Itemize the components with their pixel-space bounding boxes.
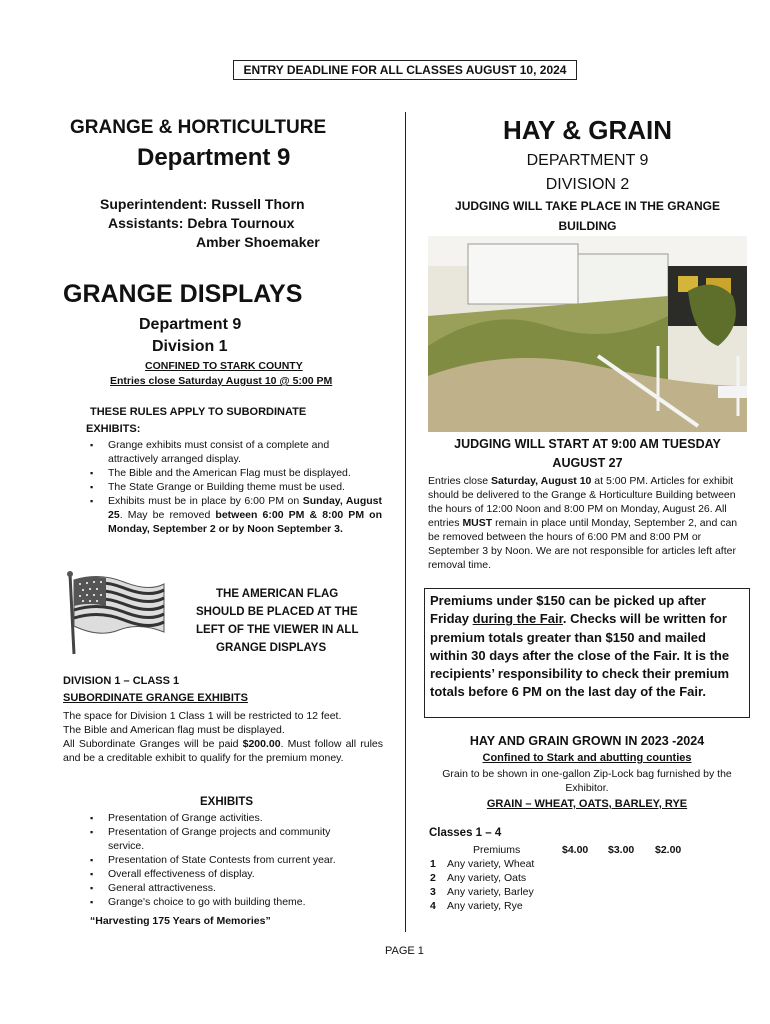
grange-displays-title: GRANGE DISPLAYS (63, 280, 303, 308)
exhibit-item: ▪ Presentation of Grange activities. (86, 811, 368, 825)
exhibits-list (86, 811, 368, 909)
grain-heading: GRAIN – WHEAT, OATS, BARLEY, RYE (486, 798, 688, 810)
rule-item: ▪ The State Grange or Building theme must be used. (86, 480, 382, 494)
american-flag-icon (64, 570, 168, 656)
class-heading: DIVISION 1 – CLASS 1 (63, 675, 180, 687)
judging-start: JUDGING WILL START AT 9:00 AM TUESDAY (454, 437, 721, 451)
exhibits-heading: EXHIBITS (200, 796, 254, 808)
list-item: 4 Any variety, Rye (430, 900, 523, 912)
exhibit-item: ▪ Presentation of Grange projects and community service. (86, 825, 368, 853)
premium-third: $2.00 (655, 844, 682, 856)
list-item: 2 Any variety, Oats (430, 872, 527, 884)
judging-place-2: BUILDING (558, 219, 617, 233)
assistants: Assistants: Debra Tournoux (108, 215, 295, 231)
classes-label: Classes 1 – 4 (429, 827, 502, 839)
hay-grain-title: HAY & GRAIN (502, 115, 673, 145)
premium-second: $3.00 (608, 844, 635, 856)
list-item: 3 Any variety, Barley (430, 886, 534, 898)
hay-display-photo (428, 236, 747, 432)
judging-date: AUGUST 27 (552, 456, 623, 470)
flag-note: THE AMERICAN FLAG SHOULD BE PLACED AT THE LEFT OF THE VIEWER IN ALL GRANGE DISPLAYS (196, 588, 359, 654)
exhibit-item: ▪ Presentation of State Contests from current year. (86, 853, 368, 867)
premium-first: $4.00 (562, 844, 589, 856)
class-text: The space for Division 1 Class 1 will be restricted to 12 feet. The Bible and American flag must be displayed. All Subordinate Granges will be paid $200.00. Must follow all rules and be a creditable exhibit to qualify for the premium money. (63, 710, 383, 764)
page-number: PAGE 1 (385, 945, 424, 957)
rule-item: ▪ Grange exhibits must consist of a complete and attractively arranged display. (86, 438, 382, 466)
class-subheading: SUBORDINATE GRANGE EXHIBITS (63, 692, 248, 704)
hay-division: DIVISION 2 (545, 176, 630, 193)
hay-department: DEPARTMENT 9 (526, 152, 649, 169)
bag-instructions: Grain to be shown in one-gallon Zip-Lock bag furnished by the Exhibitor. (442, 768, 732, 794)
rules-heading: THESE RULES APPLY TO SUBORDINATE (90, 406, 307, 418)
rules-heading-2: EXHIBITS: (86, 423, 141, 435)
entries-close: Entries close Saturday August 10 @ 5:00 PM (110, 375, 333, 387)
column-divider (405, 112, 406, 932)
entry-deadline: ENTRY DEADLINE FOR ALL CLASSES AUGUST 10, 2024 (233, 60, 577, 80)
rule-item: ▪ The Bible and the American Flag must be displayed. (86, 466, 382, 480)
theme-quote: “Harvesting 175 Years of Memories” (90, 915, 271, 927)
rules-list (86, 438, 382, 536)
exhibit-item: ▪ Overall effectiveness of display. (86, 867, 368, 881)
grange-horticulture-title: GRANGE & HORTICULTURE (70, 117, 327, 138)
judging-place: JUDGING WILL TAKE PLACE IN THE GRANGE (455, 199, 720, 213)
confined-counties: Confined to Stark and abutting counties (482, 752, 692, 764)
rule-item: ▪ Exhibits must be in place by 6:00 PM on Sunday, August 25. May be removed between 6:00 PM & 8:00 PM on Monday, September 2 or by Noon September 3. (86, 494, 382, 536)
assistant-2: Amber Shoemaker (196, 234, 320, 250)
premiums-label: Premiums (473, 844, 521, 856)
list-item: 1 Any variety, Wheat (430, 858, 535, 870)
hay-grain-grown: HAY AND GRAIN GROWN IN 2023 -2024 (469, 734, 705, 748)
exhibit-item: ▪ Grange's choice to go with building theme. (86, 895, 368, 909)
section-department: Department 9 (139, 316, 242, 333)
confined-stark: CONFINED TO STARK COUNTY (145, 360, 303, 372)
entries-paragraph: Entries close Saturday, August 10 at 5:00 PM. Articles for exhibit should be delivered to the Grange & Horticulture Building between the hours of 12:00 Noon and 8:00 PM on Monday, August 26. All entries MUST remain in place until Monday, September 2, and can be removed between the hours of 6:00 PM and 8:00 PM or September 3 by Noon. We are not responsible for articles left after removal time. (428, 475, 738, 571)
premium-notice: Premiums under $150 can be picked up after Friday during the Fair. Checks will be written for premium totals greater than $150 and mailed within 30 days after the close of the Fair. It is the recipients’ responsibility to check their premium totals before 6 PM on the last day of the Fair. (424, 588, 750, 718)
superintendent: Superintendent: Russell Thorn (100, 196, 305, 212)
department-number: Department 9 (137, 144, 291, 171)
section-division: Division 1 (152, 338, 228, 355)
grain-class-list (430, 857, 534, 913)
exhibit-item: ▪ General attractiveness. (86, 881, 368, 895)
